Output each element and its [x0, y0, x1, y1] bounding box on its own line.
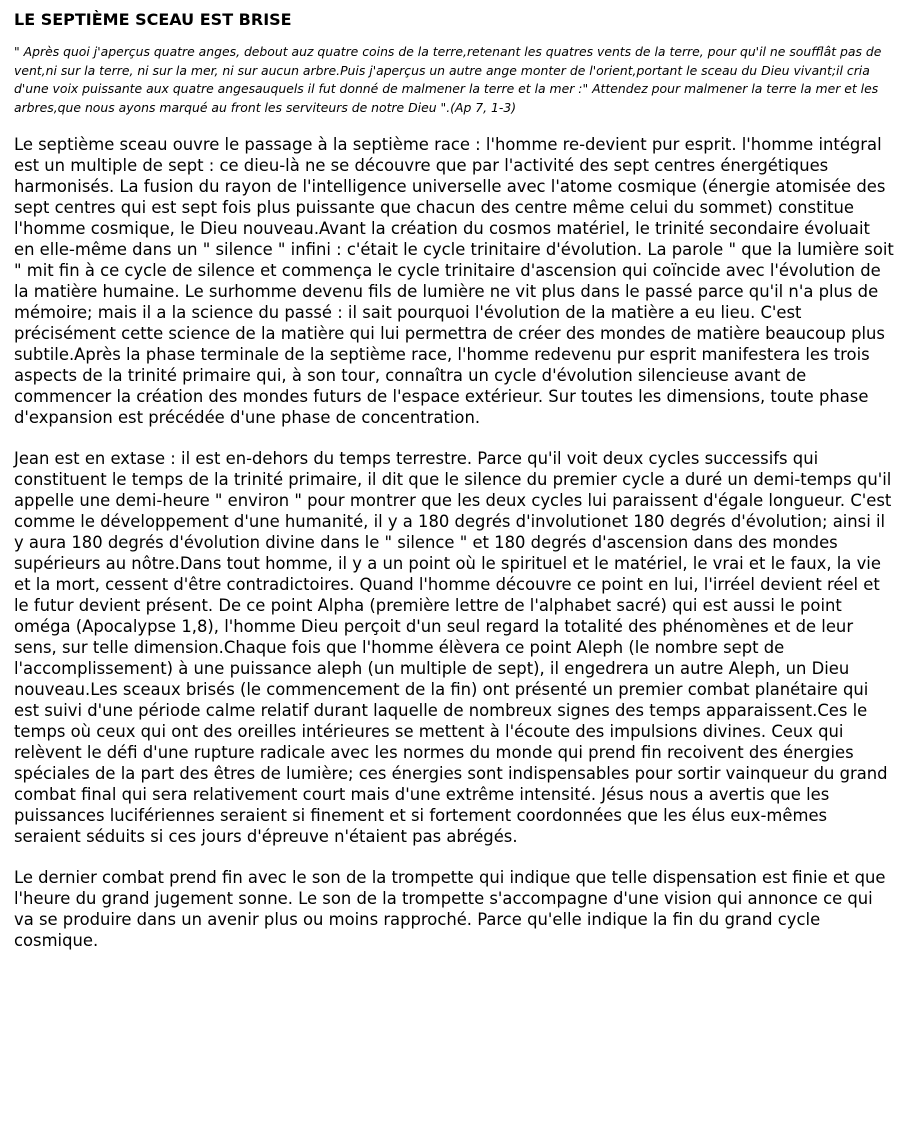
scripture-quote: " Après quoi j'aperçus quatre anges, debout auz quatre coins de la terre,retenant les quatres vents de la terre, pour qu'il ne soufflât pas de vent,ni sur la terre, ni sur la mer, ni sur aucun arbre.Puis j'aperçus un autre ange monter de l'orient,portant le sceau du Dieu vivant;il cria d'une voix puissante aux quatre angesauquels il fut donné de malmener la terre et la mer :" Attendez pour malmener la terre la mer et les arbres,que nous ayons marqué au front les serviteurs de notre Dieu ".(Ap 7, 1-3) [14, 44, 882, 116]
body-paragraph-2: Jean est en extase : il est en-dehors du temps terrestre. Parce qu'il voit deux cycles successifs qui constituent le temps de la trinité primaire, il dit que le silence du premier cycle a duré un demi-temps qu'il appelle une demi-heure " environ " pour montrer que les deux cycles lui paraissent d'égale longueur. C'est comme le développement d'une humanité, il y a 180 degrés d'involutionet 180 degrés d'évolution; ainsi il y aura 180 degrés d'évolution divine dans le " silence " et 180 degrés d'ascension dans des mondes supérieurs au nôtre.Dans tout homme, il y a un point où le spirituel et le matériel, le vrai et le faux, la vie et la mort, cessent d'être contradictoires. Quand l'homme découvre ce point en lui, l'irréel devient réel et le futur devient présent. De ce point Alpha (première lettre de l'alphabet sacré) qui est aussi le point oméga (Apocalypse 1,8), l'homme Dieu perçoit d'un seul regard la totalité des phénomènes et de leur sens, sur telle dimension.Chaque fois que l'homme élèvera ce point Aleph (le nombre sept de l'accomplissement) à une puissance aleph (un multiple de sept), il engedrera un autre Aleph, un Dieu nouveau.Les sceaux brisés (le commencement de la fin) ont présenté un premier combat planétaire qui est suivi d'une période calme relatif durant laquelle de nombreux signes des temps apparaissent.Ces le temps où ceux qui ont des oreilles intérieures se mettent à l'écoute des impulsions divines. Ceux qui relèvent le défi d'une rupture radicale avec les normes du monde qui prend fin recoivent des énergies spéciales de la part des êtres de lumière; ces énergies sont indispensables pour sortir vainqueur du grand combat final qui sera relativement court mais d'une extrême intensité. Jésus nous a avertis que les puissances lucifériennes seraient si finement et si fortement coordonnées que les élus eux-mêmes seraient séduits si ces jours d'épreuve n'étaient pas abrégés. [14, 448, 892, 846]
page-title: LE SEPTIÈME SCEAU EST BRISE [14, 10, 292, 29]
body-paragraph-1: Le septième sceau ouvre le passage à la septième race : l'homme re-devient pur esprit. l'homme intégral est un multiple de sept : ce dieu-là ne se découvre que par l'activité des sept centres énergétiques harmonisés. La fusion du rayon de l'intelligence universelle avec l'atome cosmique (énergie atomisée des sept centres qui est sept fois plus puissante que chacun des centre même celui du sommet) constitue l'homme cosmique, le Dieu nouveau.Avant la création du cosmos matériel, le trinité secondaire évoluait en elle-même dans un " silence " infini : c'était le cycle trinitaire d'évolution. La parole " que la lumière soit " mit fin à ce cycle de silence et commença le cycle trinitaire d'ascension qui coïncide avec l'évolution de la matière humaine. Le surhomme devenu fils de lumière ne vit plus dans le passé parce qu'il n'a plus de mémoire; mais il a la science du passé : il sait pourquoi l'évolution de la matière a eu lieu. C'est précisément cette science de la matière qui lui permettra de créer des mondes de matière beaucoup plus subtile.Après la phase terminale de la septième race, l'homme redevenu pur esprit manifestera les trois aspects de la trinité primaire qui, à son tour, connaîtra un cycle d'évolution silencieuse avant de commencer la création des mondes futurs de l'espace extérieur. Sur toutes les dimensions, toute phase d'expansion est précédée d'une phase de concentration. [14, 134, 894, 427]
body-paragraph-3: Le dernier combat prend fin avec le son de la trompette qui indique que telle dispensation est finie et que l'heure du grand jugement sonne. Le son de la trompette s'accompagne d'une vision qui annonce ce qui va se produire dans un avenir plus ou moins rapproché. Parce qu'elle indique la fin du grand cycle cosmique. [14, 867, 886, 950]
